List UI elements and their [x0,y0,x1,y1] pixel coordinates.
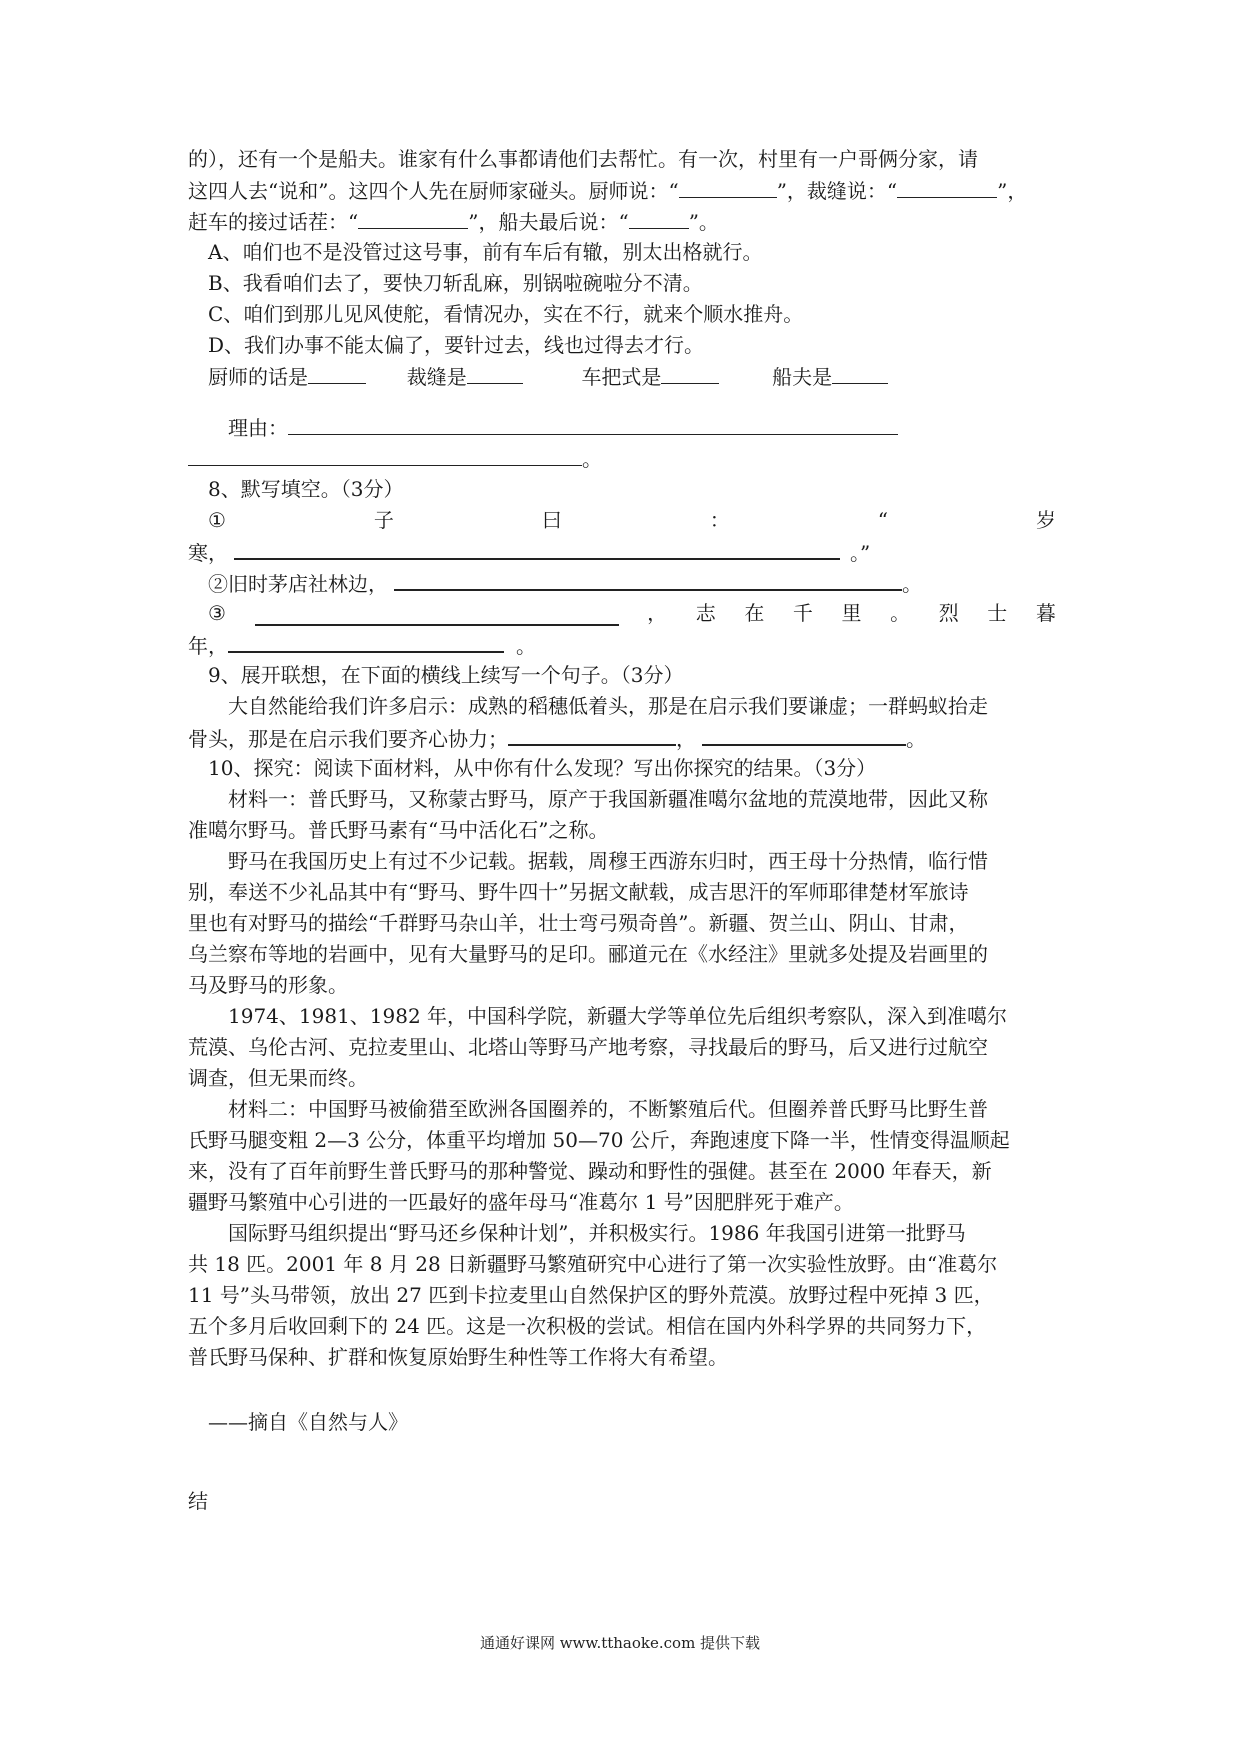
paragraph-line: 材料二：中国野马被偷猎至欧洲各国圈养的，不断繁殖后代。但圈养普氏野马比野生普 [228,1097,988,1121]
q8-item3-blank-2[interactable] [228,629,504,653]
q8-item3-shi: 士 [987,601,1008,625]
q7-line-2-text-a: 这四人去“说和”。这四个人先在厨师家碰头。厨师说：“ [188,179,679,203]
q8-item1-colon: ： [709,508,730,532]
paragraph-line: 1974、1981、1982 年，中国科学院，新疆大学等单位先后组织考察队，深入到准噶尔 [228,1004,1008,1028]
reason-end: 。 [582,447,602,471]
q8-item3-nian: 年， [188,634,228,658]
q8-item3-line2 [188,629,1056,660]
carter-quote-blank[interactable] [358,206,468,229]
material-paragraph [188,1218,1056,1373]
q8-item3-qian: 千 [792,601,813,625]
q8-item3-blank-1[interactable] [255,602,619,626]
reason-blank-1[interactable] [288,412,898,435]
paragraph-line: 疆野马繁殖中心引进的一匹最好的盛年母马“准葛尔 1 号”因肥胖死于难产。 [188,1190,854,1214]
q8-item1-line1 [188,505,1056,536]
chef-answer-blank[interactable] [308,361,366,384]
q8-item1-blank[interactable] [234,536,840,560]
q7-line-3-text-b: ”，船夫最后说：“ [468,210,629,234]
q8-item3-period: 。 [890,601,911,625]
q7-line-2-text-b: ”，裁缝说：“ [776,179,898,203]
q8-item1-end: 。” [850,541,871,565]
q8-item1-char-sui: 岁 [1035,508,1056,532]
q8-item2-blank[interactable] [394,567,902,591]
chef-quote-blank[interactable] [679,175,777,198]
tailor-answer-label: 裁缝是 [406,365,467,389]
option-d: D、我们办事不能太偏了，要针过去，线也过得去才行。 [208,333,705,357]
q8-item3-zhi: 志 [695,601,716,625]
q9-blank-1[interactable] [508,722,676,746]
paragraph-line: 来，没有了百年前野生普氏野马的那种警觉、躁动和野性的强健。甚至在 2000 年春天，新 [188,1159,992,1183]
q8-item3-li: 里 [841,601,862,625]
paragraph-line: 五个多月后收回剩下的 24 匹。这是一次积极的尝试。相信在国内外科学界的共同努力下， [188,1314,987,1338]
q7-line-2-text-c: ”， [997,179,1028,203]
q7-line-3-text-a: 赶车的接过话茬：“ [188,210,359,234]
q10-title: 10、探究：阅读下面材料，从中你有什么发现？写出你探究的结果。（3分） [208,756,877,780]
q8-item3-lie: 烈 [938,601,959,625]
q8-item1-mark: ① [208,508,226,532]
paragraph-line: 氏野马腿变粗 2—3 公分，体重平均增加 50—70 公斤，奔跑速度下降一半，性情变得温顺起 [188,1128,1010,1152]
paragraph-line: 材料一：普氏野马，又称蒙古野马，原产于我国新疆准噶尔盆地的荒漠地带，因此又称 [228,787,988,811]
paragraph-line: 普氏野马保种、扩群和恢复原始野生种性等工作将大有希望。 [188,1345,728,1369]
reason-label: 理由： [228,416,288,440]
material-paragraph [188,1001,1056,1094]
q9-title: 9、展开联想，在下面的横线上续写一个句子。（3分） [208,663,684,687]
boatman-answer-label: 船夫是 [772,365,833,389]
boatman-quote-blank[interactable] [629,206,689,229]
paragraph-line: 里也有对野马的描绘“千群野马杂山羊，壮士弯弓殒奇兽”。新疆、贺兰山、阴山、甘肃， [188,911,969,935]
q8-item1-char-zi: 子 [373,508,394,532]
q9-comma: ， [676,727,696,751]
q7-answers-row [188,361,1056,392]
q8-item3-mu: 暮 [1035,601,1056,625]
q7-line-1: 的），还有一个是船夫。谁家有什么事都请他们去帮忙。有一次，村里有一户哥俩分家，请 [188,147,978,171]
q7-line-3-text-c: ”。 [688,210,719,234]
option-c: C、咱们到那儿见风使舵，看情况办，实在不行，就来个顺水推舟。 [208,302,804,326]
q8-item1-quote: “ [877,508,888,532]
option-b: B、我看咱们去了，要快刀斩乱麻，别锅啦碗啦分不清。 [208,271,703,295]
paragraph-line: 共 18 匹。2001 年 8 月 28 日新疆野马繁殖研究中心进行了第一次实验性放野。由“准葛尔 [188,1252,998,1276]
paragraph-line: 野马在我国历史上有过不少记载。据载，周穆王西游东归时，西王母十分热情，临行惜 [228,849,988,873]
material-paragraph [188,784,1056,846]
q8-item3-line1 [188,598,1056,629]
paragraph-line: 准噶尔野马。普氏野马素有“马中活化石”之称。 [188,818,609,842]
q8-title: 8、默写填空。（3分） [208,477,404,501]
paragraph-line: 马及野马的形象。 [188,973,348,997]
tailor-answer-blank[interactable] [467,361,523,384]
paragraph-line: 调查，但无果而终。 [188,1066,368,1090]
carter-answer-blank[interactable] [661,361,719,384]
q8-item3-end: 。 [516,634,536,658]
page-footer: 通通好课网 www.tthaoke.com 提供下载 [479,1634,761,1652]
q8-item2 [188,567,1056,598]
paragraph-line: 11 号”头马带领，放出 27 匹到卡拉麦里山自然保护区的野外荒漠。放野过程中死掉 3 匹， [188,1283,994,1307]
chef-answer-label: 厨师的话是 [208,365,308,389]
q8-item3-mark: ③ [208,601,226,625]
q8-item1-han: 寒， [188,541,228,565]
exam-page [188,144,1056,1517]
q9-line-2 [188,722,1056,753]
option-a: A、咱们也不是没管过这号事，前有车后有辙，别太出格就行。 [208,240,763,264]
paragraph-line: 荒漠、乌伦古河、克拉麦里山、北塔山等野马产地考察，寻找最后的野马，后又进行过航空 [188,1035,988,1059]
paragraph-line: 国际野马组织提出“野马还乡保种计划”，并积极实行。1986 年我国引进第一批野马 [228,1221,966,1245]
q8-item2-end: 。 [902,572,922,596]
q8-item3-zai: 在 [744,601,765,625]
q8-item1-line2 [188,536,1056,567]
q7-line-3 [188,206,1056,237]
paragraph-line: 别，奉送不少礼品其中有“野马、野牛四十”另据文献载，成吉思汗的军师耶律楚材军旅诗 [188,880,969,904]
boatman-answer-blank[interactable] [832,361,888,384]
material-paragraph [188,1094,1056,1218]
q8-item2-text: ②旧时茅店社林边， [208,572,388,596]
q9-line-1: 大自然能给我们许多启示：成熟的稻穗低着头，那是在启示我们要谦虚；一群蚂蚁抬走 [228,694,988,718]
q8-item3-comma: ， [647,601,668,625]
reason-row [188,412,1056,443]
tailor-quote-blank[interactable] [897,175,997,198]
q7-line-2 [188,175,1056,206]
result-label: 结 [188,1489,208,1513]
carter-answer-label: 车把式是 [581,365,662,389]
reason-blank-2[interactable] [188,443,582,466]
reason-row-2 [188,443,1056,474]
paragraph-line: 乌兰察布等地的岩画中，见有大量野马的足印。郦道元在《水经注》里就多处提及岩画里的 [188,942,988,966]
q8-item1-char-yue: 曰 [541,508,562,532]
q9-end: 。 [906,727,926,751]
material-paragraph [188,846,1056,1001]
q9-blank-2[interactable] [702,722,906,746]
q9-line-2-text: 骨头，那是在启示我们要齐心协力； [188,727,508,751]
source-citation: ——摘自《自然与人》 [208,1410,408,1434]
